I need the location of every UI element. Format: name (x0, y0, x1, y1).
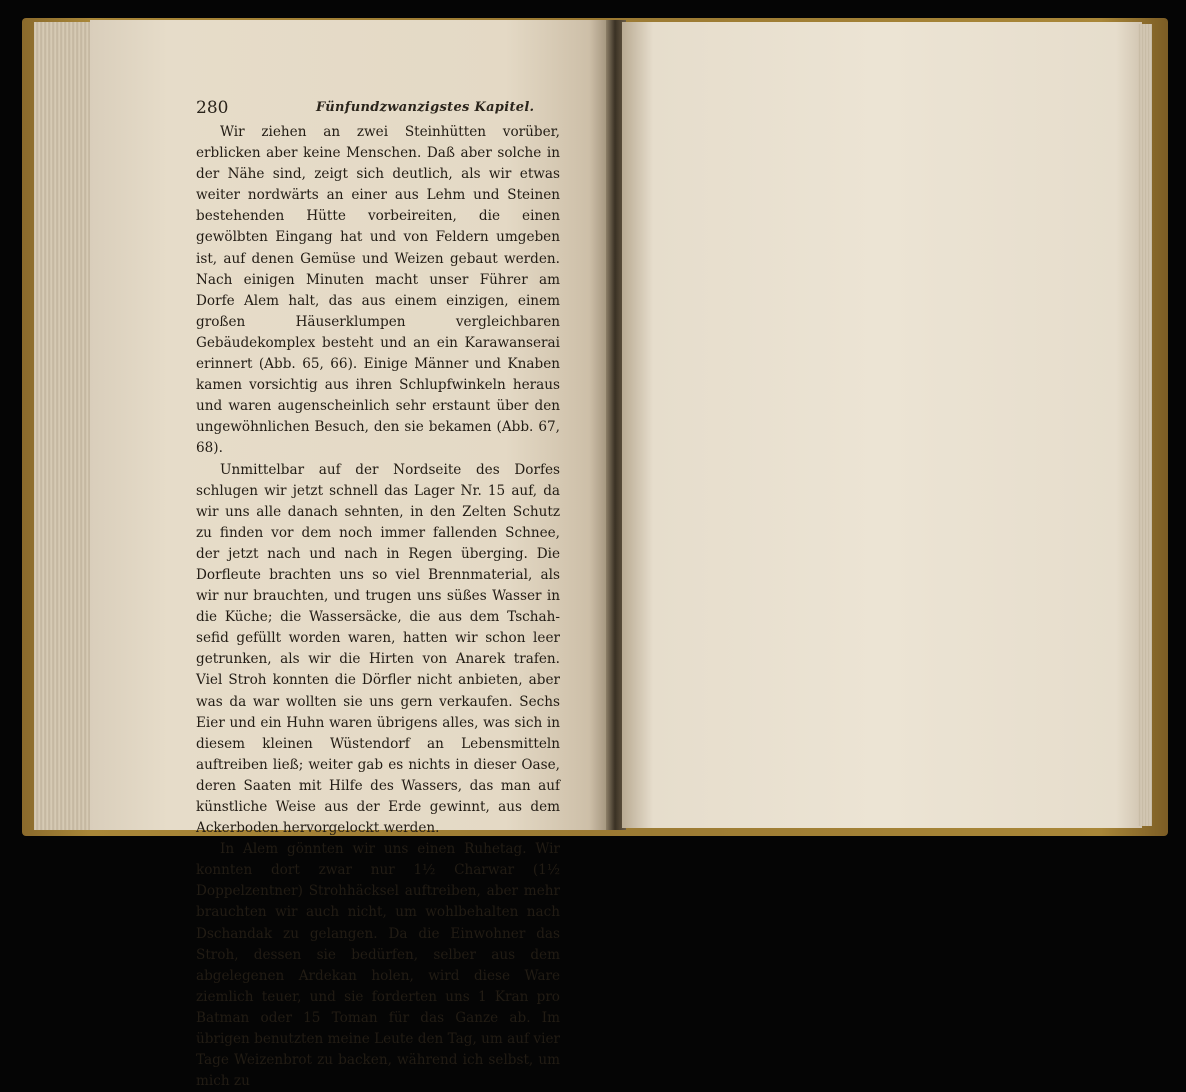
page-edges-left (34, 22, 96, 830)
running-title: Fünfundzwanzigstes Kapitel. (316, 100, 535, 115)
paragraph: Wir ziehen an zwei Steinhütten vorüber, erblicken aber keine Menschen. Daß aber solche in der Nähe sind, zeigt sich deutlich, als wir etwas weiter nordwärts an einer aus Lehm und Steinen bestehenden Hütte vorbeireiten, die einen gewölbten Eingang hat und von Feldern umgeben ist, auf denen Gemüse und Weizen gebaut werden. Nach einigen Minuten macht unser Führer am Dorfe Alem halt, das aus einem einzigen, einem großen Häuserklumpen vergleichbaren Gebäudekomplex besteht und an ein Karawanserai erinnert (Abb. 65, 66). Einige Männer und Knaben kamen vorsichtig aus ihren Schlupfwinkeln heraus und waren augenscheinlich sehr erstaunt über den ungewöhnlichen Besuch, den sie bekamen (Abb. 67, 68). (196, 124, 560, 457)
paragraph: Unmittelbar auf der Nordseite des Dorfes schlugen wir jetzt schnell das Lager Nr. 15 auf, da wir uns alle danach sehnten, in den Zelten Schutz zu finden vor dem noch immer fallenden Schnee, der jetzt nach und nach in Regen überging. Die Dorfleute brachten uns so viel Brennmaterial, als wir nur brauchten, und trugen uns süßes Wasser in die Küche; die Wassersäcke, die aus dem Tschah-sefid gefüllt worden waren, hatten wir schon leer getrunken, als wir die Hirten von Anarek trafen. Viel Stroh konnten die Dörfler nicht anbieten, aber was da war wollten sie uns gern verkaufen. Sechs Eier und ein Huhn waren übrigens alles, was sich in diesem kleinen Wüstendorf an Lebensmitteln auftreiben ließ; weiter gab es nichts in dieser Oase, deren Saaten mit Hilfe des Wassers, das man auf künstliche Weise aus der Erde gewinnt, aus dem Ackerboden hervorgelockt werden. (196, 461, 560, 837)
right-page-blank (622, 22, 1142, 828)
page-edges-right (1138, 24, 1152, 826)
body-text (196, 122, 560, 1092)
paragraph: In Alem gönnten wir uns einen Ruhetag. Wir konnten dort zwar nur 1½ Charwar (1½ Doppelzentner) Strohhäcksel auftreiben, aber mehr brauchten wir auch nicht, um wohlbehalten nach Dschandak zu gelangen. Da die Einwohner das Stroh, dessen sie bedürfen, selber aus dem abgelegenen Ardekan holen, wird diese Ware ziemlich teuer, und sie forderten uns 1 Kran pro Batman oder 15 Toman für das Ganze ab. Im übrigen benutzten meine Leute den Tag, um auf vier Tage Weizenbrot zu backen, während ich selbst, um mich zu (196, 841, 560, 1090)
page-number: 280 (196, 98, 229, 118)
page-header (196, 98, 560, 118)
